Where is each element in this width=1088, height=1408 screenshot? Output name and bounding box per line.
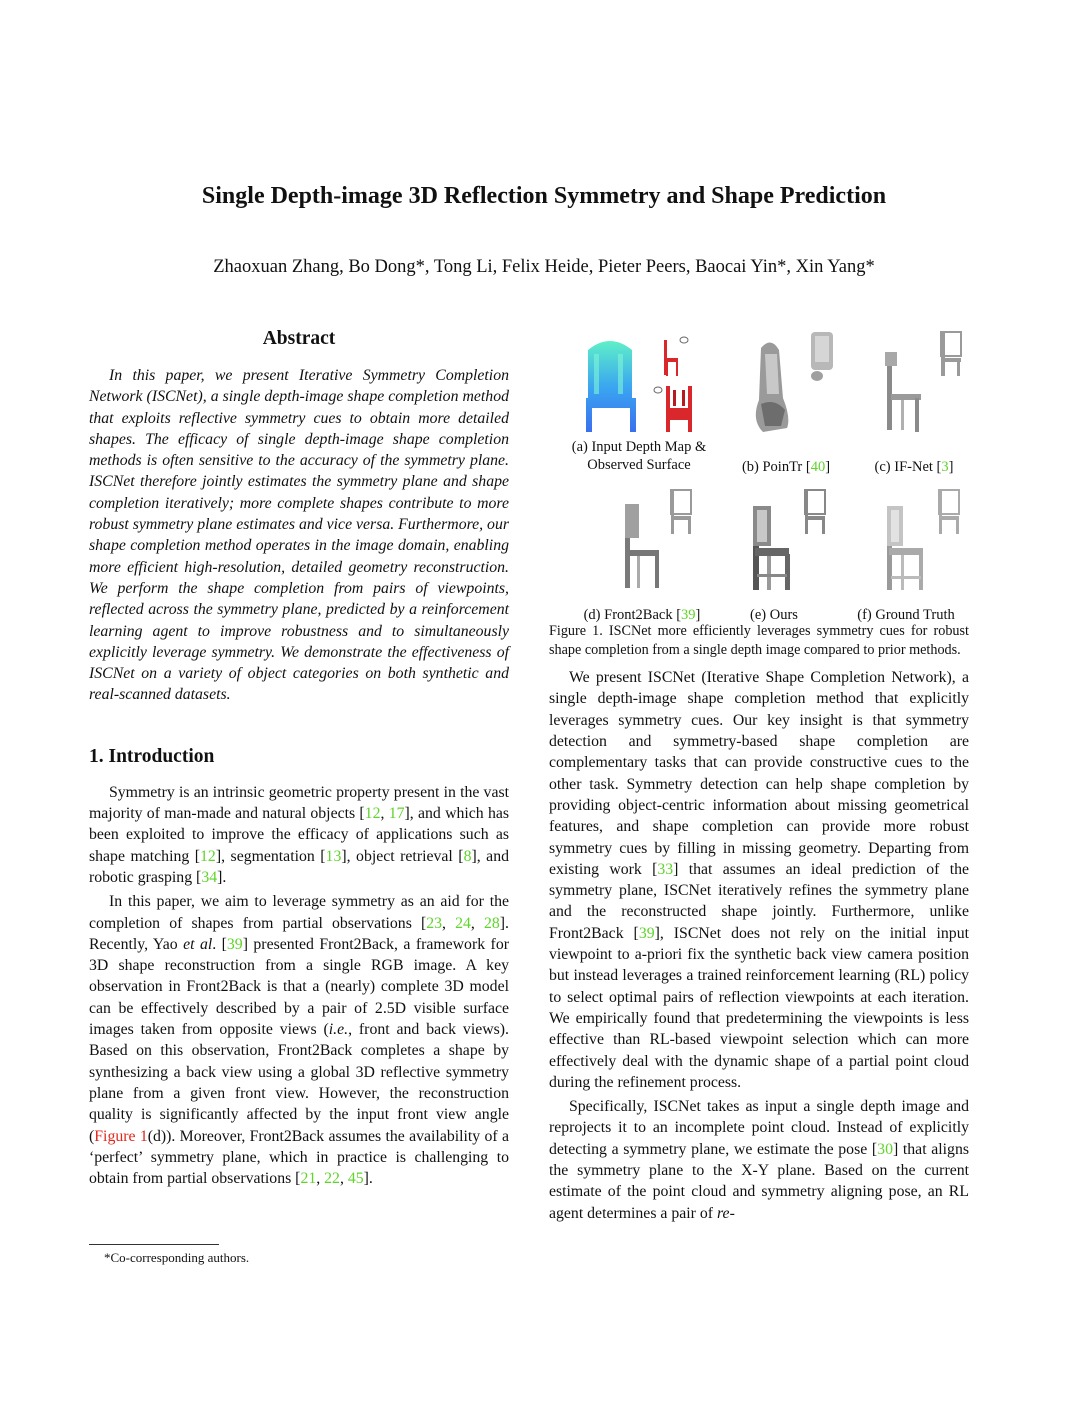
citation-link[interactable]: 12 — [200, 847, 216, 865]
citation-link[interactable]: 30 — [877, 1140, 893, 1158]
citation-link[interactable]: 39 — [226, 935, 243, 953]
left-column — [89, 328, 509, 1189]
citation-link[interactable]: 17 — [388, 805, 405, 823]
ours-result-image — [709, 486, 839, 596]
citation-link[interactable]: 33 — [657, 860, 674, 878]
citation-link[interactable]: 39 — [681, 607, 696, 623]
footnote: *Co-corresponding authors. — [104, 1250, 250, 1265]
front2back-result-image — [577, 486, 707, 596]
author-list: Zhaoxuan Zhang, Bo Dong*, Tong Li, Felix Heide, Pieter Peers, Baocai Yin*, Xin Yang* — [213, 257, 875, 277]
citation-link[interactable]: 39 — [638, 924, 655, 942]
intro-paragraph-3: We present ISCNet (Iterative Shape Completion Network), a single depth-image shape completion method that explicitly leverages symmetry cues. Our key insight is that symmetry detection and symmetry-based shape completion are complementary tasks that can provide constructive cues to the other task. Symmetry detection can help shape completion by providing object-centric information about missing geometrical features, and shape completion can provide more robust symmetry cues by filling in missing geometry. Departing from existing work [33] that assumes an ideal prediction of the symmetry plane, ISCNet iteratively refines the symmetry plane and the reconstructed shape jointly. Furthermore, unlike Front2Back [39], ISCNet does not rely on the initial input viewpoint to a-priori fix the synthetic back view camera position but instead leverages a trained reinforcement learning (RL) policy to select optimal pairs of reflection viewpoints at each iteration. We empirically found that predetermining the viewpoints is less effective than RL-based viewpoint selection which can more effectively deal with the dynamic shape of a partial point cloud during the refinement process. — [549, 669, 969, 1091]
citation-link[interactable]: 24 — [455, 914, 471, 932]
abstract-heading: Abstract — [262, 328, 336, 349]
panel-e-label: (e) Ours — [750, 607, 798, 623]
citation-link[interactable]: 23 — [426, 914, 443, 932]
paper-title: Single Depth-image 3D Reflection Symmetry and Shape Prediction — [201, 183, 887, 209]
intro-paragraph-4: Specifically, ISCNet takes as input a single depth image and reprojects it to an incomplete point cloud. Instead of explicitly detecting a symmetry plane, we estimate the pose [30] that aligns the symmetry plane to the X-Y plane. Based on the current estimate of the point cloud and symmetry aligning pose, an RL agent determines a pair of re- — [549, 1098, 969, 1222]
panel-c-label: (c) IF-Net [3] — [874, 459, 954, 475]
citation-link[interactable]: 45 — [347, 1170, 364, 1188]
citation-link[interactable]: 28 — [483, 914, 500, 932]
citation-link[interactable]: 21 — [300, 1170, 317, 1188]
ifnet-result-image — [849, 328, 979, 438]
panel-a-label: (a) Input Depth Map & — [571, 439, 707, 455]
citation-link[interactable]: 34 — [201, 868, 218, 886]
panel-ours — [699, 486, 849, 624]
citation-link[interactable]: 8 — [463, 847, 472, 865]
pointr-result-image — [721, 328, 851, 438]
citation-link[interactable]: 12 — [364, 805, 381, 823]
panel-f-label: (f) Ground Truth — [857, 607, 955, 623]
panel-a-label-2: Observed Surface — [587, 457, 691, 473]
panel-ifnet — [839, 328, 989, 476]
panel-front2back — [567, 486, 717, 624]
panel-b-label: (b) PoinTr [40] — [741, 459, 831, 475]
panel-ground-truth — [831, 486, 981, 624]
figure-reference-link[interactable]: Figure 1 — [94, 1127, 148, 1145]
citation-link[interactable]: 3 — [941, 459, 949, 475]
figure-1-caption: Figure 1. ISCNet more efficiently leverages symmetry cues for robust shape completion from a single depth image compared to prior methods. — [549, 623, 969, 658]
abstract-text: In this paper, we present Iterative Symmetry Completion Network (ISCNet), a single depth-image shape completion method that exploits reflective symmetry cues to obtain more detailed shapes. The efficacy of single depth-image shape completion methods is often sensitive to the accuracy of the symmetry plane. ISCNet therefore jointly estimates the symmetry plane and shape completion iteratively; more complete shapes contribute to more robust symmetry plane estimates and vice versa. Furthermore, our shape completion method operates in the image domain, enabling more efficient high-resolution, detailed geometry reconstruction. We perform the shape completion from pairs of viewpoints, reflected across the symmetry plane, predicted by a reinforcement learning agent to improve robustness and to simultaneously explicitly leverage symmetry. We demonstrate the effectiveness of ISCNet on a variety of object categories on both synthetic and real-scanned datasets. — [89, 367, 510, 704]
citation-link[interactable]: 13 — [325, 847, 342, 865]
citation-link[interactable]: 40 — [810, 459, 826, 475]
depth-map-image — [574, 328, 704, 438]
footnote-rule — [89, 1244, 219, 1245]
introduction-heading: 1. Introduction — [89, 745, 215, 767]
panel-input-depth — [564, 328, 714, 474]
intro-paragraph-2: In this paper, we aim to leverage symmetry as an aid for the completion of shapes from partial observations [23, 24, 28]. Recently, Yao et al. [39] presented Front2Back, a framework for 3D shape reconstruction from a single RGB image. A key observation in Front2Back is that a (nearly) complete 3D model can be effectively described by a pair of 2.5D visible surface images taken from opposite views (i.e., front and back views). Based on this observation, Front2Back completes a shape by synthesizing a back view using a global 3D reflective symmetry plane from a given front view. However, the reconstruction quality is significantly affected by the input front view angle (Figure 1(d)). Moreover, Front2Back assumes the availability of a ‘perfect’ symmetry plane, which in practice is challenging to obtain from partial observations [21, 22, 45]. — [89, 893, 509, 1188]
citation-link[interactable]: 22 — [324, 1170, 340, 1188]
figure-1 — [549, 328, 969, 623]
ground-truth-image — [841, 486, 971, 596]
panel-d-label: (d) Front2Back [39] — [583, 607, 701, 623]
intro-paragraph-1: Symmetry is an intrinsic geometric property present in the vast majority of man-made and natural objects [12, 17], and which has been exploited to improve the efficacy of applications such as shape matching [12], segmentation [13], object retrieval [8], and robotic grasping [34]. — [89, 783, 510, 886]
right-column — [549, 328, 969, 1224]
